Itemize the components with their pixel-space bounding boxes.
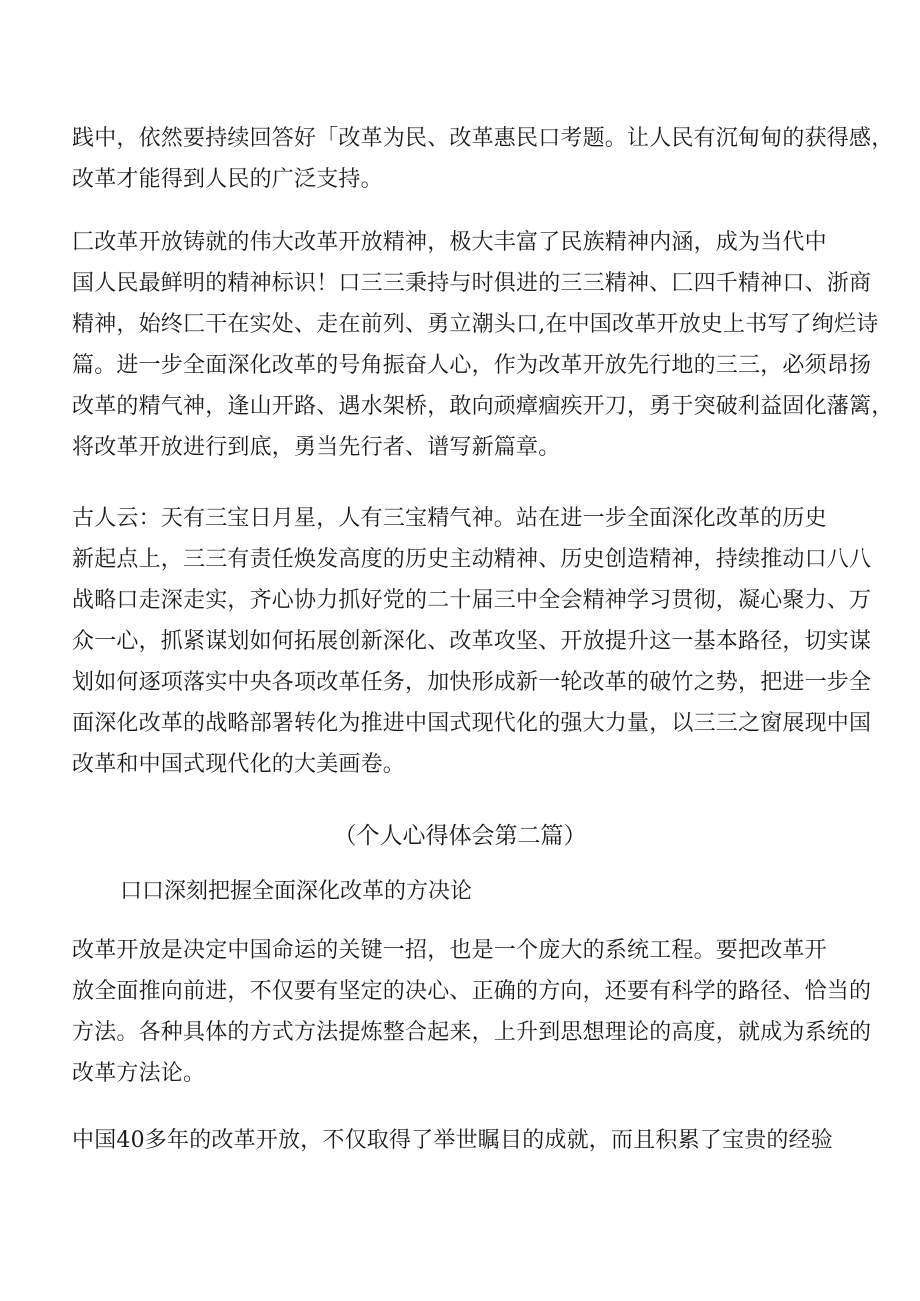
paragraph-line: 改革和中国式现代化的大美画卷。 <box>72 752 406 777</box>
section-heading: （个人心得体会第二篇） <box>333 823 587 849</box>
paragraph-line: 改革才能得到人民的广泛支持。 <box>72 167 383 192</box>
paragraph-2 <box>72 222 894 468</box>
paragraph-line: 改革的精气神，逢山开路、遇水架桥，敢向顽瘴痼疾开刀，勇于突破利益固化藩篱， <box>72 394 894 419</box>
paragraph-line: 古人云：天有三宝日月星，人有三宝精气神。站在进一步全面深化改革的历史 <box>72 506 827 531</box>
sub-heading: 口口深刻把握全面深化改革的方决论 <box>120 879 473 904</box>
paragraph-line: 改革方法论。 <box>72 1061 206 1086</box>
paragraph-line: 划如何逐项落实中央各项改革任务，加快形成新一轮改革的破竹之势，把进一步全 <box>72 670 872 695</box>
paragraph-line: 放全面推向前进，不仅要有坚定的决心、正确的方向，还要有科学的路径、恰当的 <box>72 979 872 1004</box>
paragraph-3 <box>72 498 872 785</box>
paragraph-line: 篇。进一步全面深化改革的号角振奋人心，作为改革开放先行地的三三，必须昂扬 <box>72 353 872 378</box>
paragraph-line: 精神，始终匚干在实处、走在前列、勇立潮头口,在中国改革开放史上书写了绚烂诗 <box>72 312 879 337</box>
paragraph-5 <box>72 1120 852 1161</box>
paragraph-line: 将改革开放进行到底，勇当先行者、谱写新篇章。 <box>72 435 561 460</box>
paragraph-line: 战略口走深走实，齐心协力抓好党的二十届三中全会精神学习贯彻，凝心聚力、万 <box>72 588 872 613</box>
paragraph-line: 方法。各种具体的方式方法提炼整合起来，上升到思想理论的高度，就成为系统的 <box>72 1020 872 1045</box>
paragraph-line: 新起点上，三三有责任焕发高度的历史主动精神、历史创造精神，持续推动口八八 <box>72 547 872 572</box>
paragraph-line: 国人民最鲜明的精神标识！口三三秉持与时俱进的三三精神、匚四千精神口、浙商 <box>72 271 872 296</box>
paragraph-line: 匚改革开放铸就的伟大改革开放精神，极大丰富了民族精神内涵，成为当代中 <box>72 230 827 255</box>
paragraph-line: 众一心，抓紧谋划如何拓展创新深化、改革攻坚、开放提升这一基本路径，切实谋 <box>72 629 872 654</box>
paragraph-4 <box>72 930 872 1094</box>
paragraph-line: 中国40多年的改革开放，不仅取得了举世瞩目的成就，而且积累了宝贵的经验 <box>72 1128 833 1153</box>
paragraph-1 <box>72 118 894 200</box>
paragraph-line: 面深化改革的战略部署转化为推进中国式现代化的强大力量，以三三之窗展现中国 <box>72 711 872 736</box>
paragraph-line: 改革开放是决定中国命运的关键一招，也是一个庞大的系统工程。要把改革开 <box>72 938 827 963</box>
paragraph-line: 践中，依然要持续回答好「改革为民、改革惠民口考题。让人民有沉甸甸的获得感， <box>72 126 894 151</box>
